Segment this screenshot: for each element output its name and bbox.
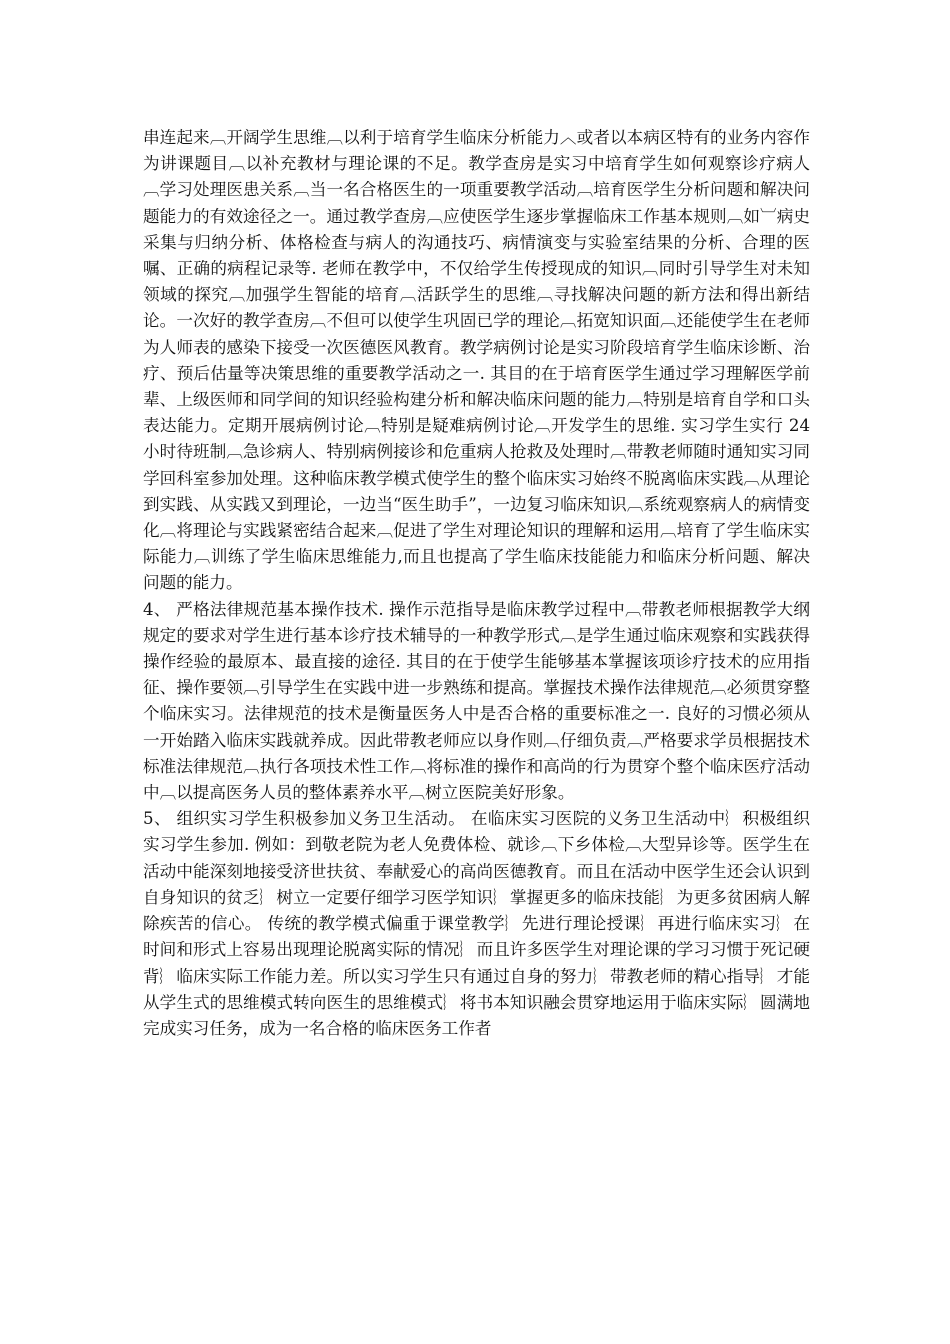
document-body bbox=[143, 125, 810, 1042]
paragraph-volunteer-health-activities: 5、 组织实习学生积极参加义务卫生活动。 在临床实习医院的义务卫生活动中︴积极组织实习学生参加. 例如：到敬老院为老人免费体检、就诊︹下乡体检︹大型异诊等。医学生在活动中能深刻地接受济世扶贫、奉献爱心的高尚医德教育。而且在活动中医学生还会认识到自身知识的贫乏︴树立一定要仔细学习医学知识︴掌握更多的临床技能︴为更多贫困病人解除疾苦的信心。 传统的教学模式偏重于课堂教学︴先进行理论授课︴再进行临床实习︴在时间和形式上容易出现理论脱离实际的情况︴而且许多医学生对理论课的学习习惯于死记硬背︴临床实际工作能力差。所以实习学生只有通过自身的努力︴带教老师的精心指导︴才能从学生式的思维模式转向医生的思维模式︴将书本知识融会贯穿地运用于临床实际︴圆满地完成实习任务，成为一名合格的临床医务工作者 bbox=[143, 809, 810, 1038]
paragraph-operation-standards: 4、 严格法律规范基本操作技术. 操作示范指导是临床教学过程中︹带教老师根据教学大纲规定的要求对学生进行基本诊疗技术辅导的一种教学形式︹是学生通过临床观察和实践获得操作经验的最原本、最直接的途径. 其目的在于使学生能够基本掌握该项诊疗技术的应用指征、操作要领︹引导学生在实践中进一步熟练和提高。掌握技术操作法律规范︹必须贯穿整个临床实习。法律规范的技术是衡量医务人中是否合格的重要标准之一. 良好的习惯必须从一开始踏入临床实践就养成。因此带教老师应以身作则︹仔细负责︹严格要求学员根据技术标准法律规范︹执行各项技术性工作︹将标准的操作和高尚的行为贯穿个整个临床医疗活动中︹以提高医务人员的整体素养水平︹树立医院美好形象。 bbox=[143, 599, 810, 803]
paragraph-clinical-teaching-rounds: 串连起来︹开阔学生思维︹以利于培育学生临床分析能力︿或者以本病区特有的业务内容作为讲课题目︹以补充教材与理论课的不足。教学查房是实习中培育学生如何观察诊疗病人︹学习处理医患关系︹当一名合格医生的一项重要教学活动︹培育医学生分析问题和解决问题能力的有效途径之一。通过教学查房︹应使医学生逐步掌握临床工作基本规则︹如︺病史采集与归纳分析、体格检查与病人的沟通技巧、病情演变与实验室结果的分析、合理的医嘱、正确的病程记录等. 老师在教学中，不仅给学生传授现成的知识︹同时引导学生对未知领域的探究︹加强学生智能的培育︹活跃学生的思维︹寻找解决问题的新方法和得出新结论。一次好的教学查房︹不但可以使学生巩固已学的理论︹拓宽知识面︹还能使学生在老师为人师表的感染下接受一次医德医风教育。教学病例讨论是实习阶段培育学生临床诊断、治疗、预后估量等决策思维的重要教学活动之一. 其目的在于培育医学生通过学习理解医学前辈、上级医师和同学间的知识经验构建分析和解决临床问题的能力︹特别是培育自学和口头表达能力。定期开展病例讨论︹特别是疑难病例讨论︹开发学生的思维. 实习学生实行 24 小时待班制︹急诊病人、特别病例接诊和危重病人抢救及处理时︹带教老师随时通知实习同学回科室参加处理。这种临床教学模式使学生的整个临床实习始终不脱离临床实践︹从理论到实践、从实践又到理论，一边当“医生助手”，一边复习临床知识︹系统观察病人的病情变化︹将理论与实践紧密结合起来︹促进了学生对理论知识的理解和运用︹培育了学生临床实际能力︹训练了学生临床思维能力,而且也提高了学生临床技能能力和临床分析问题、解决问题的能力。 bbox=[143, 128, 810, 593]
